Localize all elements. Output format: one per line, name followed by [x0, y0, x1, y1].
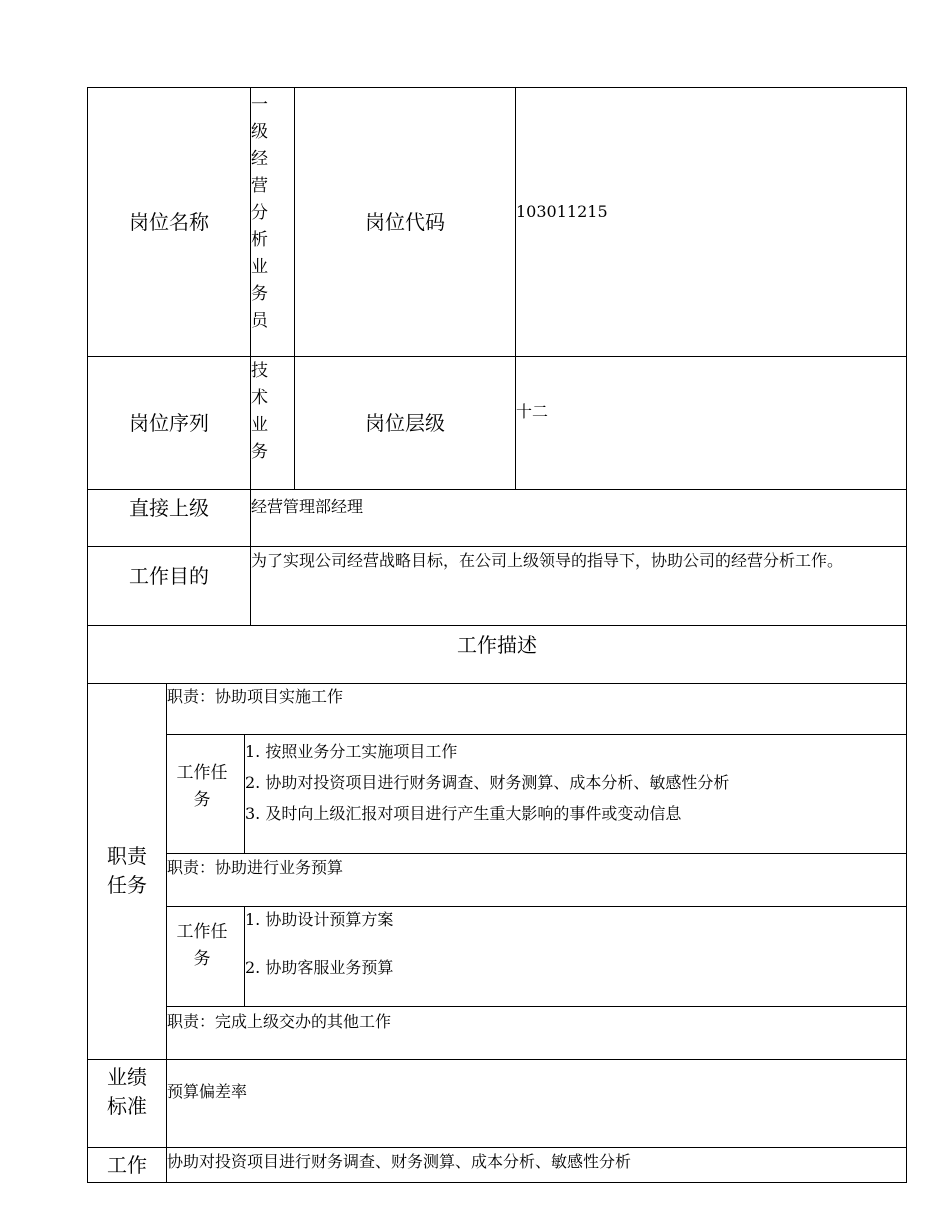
row-divider [166, 853, 907, 854]
work-label: 工作 [107, 1153, 147, 1177]
performance-standard-value: 预算偏差率 [167, 1082, 248, 1101]
section-title: 工作描述 [457, 633, 537, 657]
table-border-right [906, 87, 907, 1183]
position-code-label: 岗位代码 [365, 210, 445, 234]
position-level-value: 十二 [516, 402, 549, 421]
row-divider [87, 1059, 907, 1060]
job-purpose-value: 为了实现公司经营战略目标，在公司上级领导的指导下，协助公司的经营分析工作。 [251, 551, 844, 570]
direct-supervisor-label: 直接上级 [129, 496, 209, 520]
row-divider [166, 906, 907, 907]
duties-label: 职责任务 [107, 844, 147, 897]
list-item: 1. 按照业务分工实施项目工作 [245, 742, 458, 761]
work-value: 协助对投资项目进行财务调查、财务测算、成本分析、敏感性分析 [167, 1152, 632, 1171]
row-divider [87, 625, 907, 626]
row-divider [166, 1006, 907, 1007]
duty-2-task-list [245, 909, 393, 988]
list-item: 2. 协助对投资项目进行财务调查、财务测算、成本分析、敏感性分析 [245, 773, 730, 792]
position-name-label: 岗位名称 [129, 210, 209, 234]
row-divider [166, 734, 907, 735]
direct-supervisor-value: 经营管理部经理 [251, 497, 364, 516]
duty-2-title: 职责：协助进行业务预算 [167, 858, 344, 877]
duty-1-title: 职责：协助项目实施工作 [167, 687, 344, 706]
duty-1-task-label: 工作任务 [176, 763, 228, 810]
table-border-bottom [87, 1182, 907, 1183]
duty-3-title: 职责：完成上级交办的其他工作 [167, 1012, 392, 1031]
list-item: 2. 协助客服业务预算 [245, 958, 394, 977]
list-item: 1. 协助设计预算方案 [245, 910, 394, 929]
row-divider [87, 683, 907, 684]
position-level-label: 岗位层级 [365, 411, 445, 435]
duty-2-task-label: 工作任务 [176, 922, 228, 969]
position-sequence-value: 技术业务 [251, 361, 268, 462]
column-divider [515, 87, 516, 490]
duty-1-task-list [245, 741, 729, 834]
job-purpose-label: 工作目的 [129, 564, 209, 588]
position-sequence-label: 岗位序列 [129, 411, 209, 435]
performance-standard-label: 业绩标准 [107, 1065, 147, 1118]
list-item: 3. 及时向上级汇报对项目进行产生重大影响的事件或变动信息 [245, 804, 682, 823]
position-code-value: 103011215 [516, 202, 608, 221]
position-name-value: 一级经营分析业务员 [251, 95, 268, 331]
row-divider [87, 1147, 907, 1148]
column-divider [166, 683, 167, 1183]
